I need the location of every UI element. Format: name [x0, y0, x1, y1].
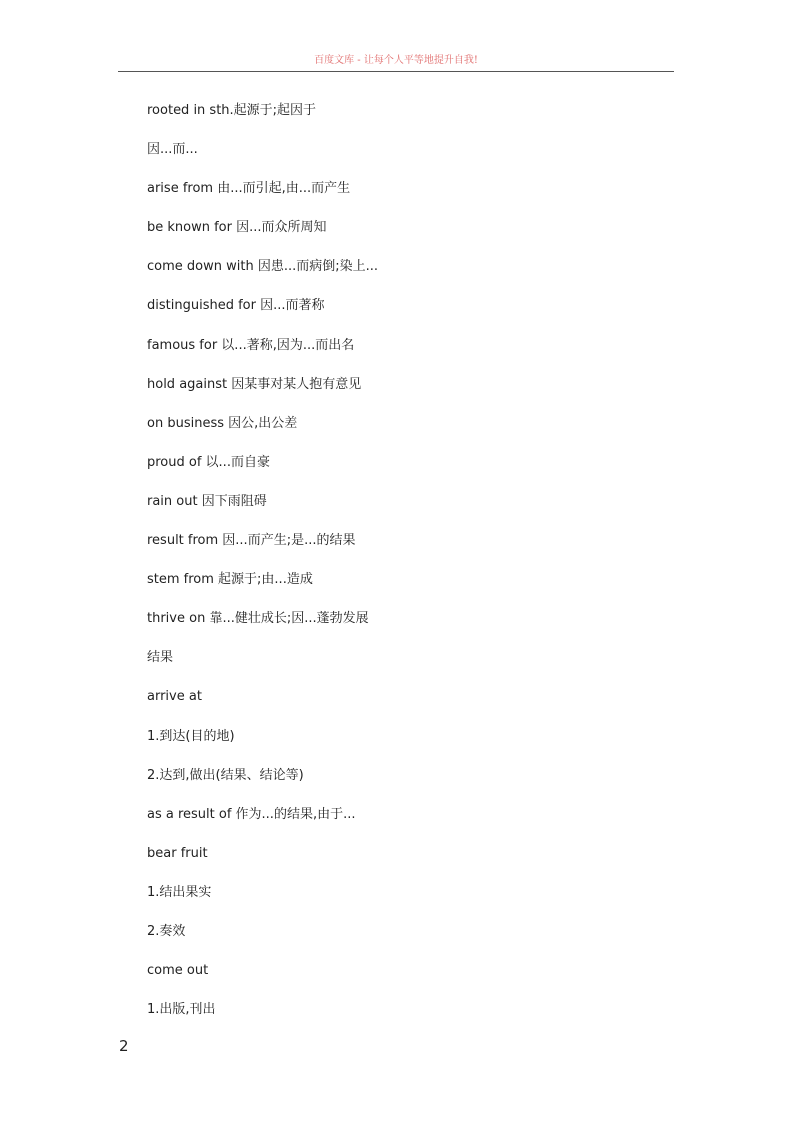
text-line: proud of 以...而自豪 [147, 454, 270, 470]
text-line: 1.到达(目的地) [147, 728, 235, 744]
text-line: 1.出版,刊出 [147, 1002, 216, 1018]
text-line: bear fruit [147, 845, 208, 861]
text-line: arrive at [147, 689, 202, 705]
text-line: famous for 以...著称,因为...而出名 [147, 337, 355, 353]
text-line: 1.结出果实 [147, 884, 212, 900]
text-line: arise from 由...而引起,由...而产生 [147, 181, 351, 197]
text-line: as a result of 作为...的结果,由于... [147, 806, 356, 822]
header-text: 百度文库 - 让每个人平等地提升自我! [314, 55, 478, 66]
text-line: stem from 起源于;由...造成 [147, 572, 313, 588]
document-body [147, 101, 707, 1039]
text-line: 因...而... [147, 142, 198, 158]
text-line: thrive on 靠...健壮成长;因...蓬勃发展 [147, 611, 369, 627]
text-line: on business 因公,出公差 [147, 415, 298, 431]
text-line: be known for 因...而众所周知 [147, 220, 327, 236]
text-line: 2.奏效 [147, 923, 186, 939]
page-number: 2 [119, 1037, 129, 1055]
text-line: result from 因...而产生;是...的结果 [147, 533, 356, 549]
text-line: come down with 因患...而病倒;染上... [147, 259, 378, 275]
text-line: distinguished for 因...而著称 [147, 298, 325, 314]
text-line: hold against 因某事对某人抱有意见 [147, 376, 362, 392]
text-line: rain out 因下雨阻碍 [147, 493, 267, 509]
section-heading: 结果 [147, 650, 174, 666]
text-line: 2.达到,做出(结果、结论等) [147, 767, 304, 783]
page-header [118, 54, 674, 72]
text-line: come out [147, 963, 209, 979]
text-line: rooted in sth.起源于;起因于 [147, 103, 317, 118]
